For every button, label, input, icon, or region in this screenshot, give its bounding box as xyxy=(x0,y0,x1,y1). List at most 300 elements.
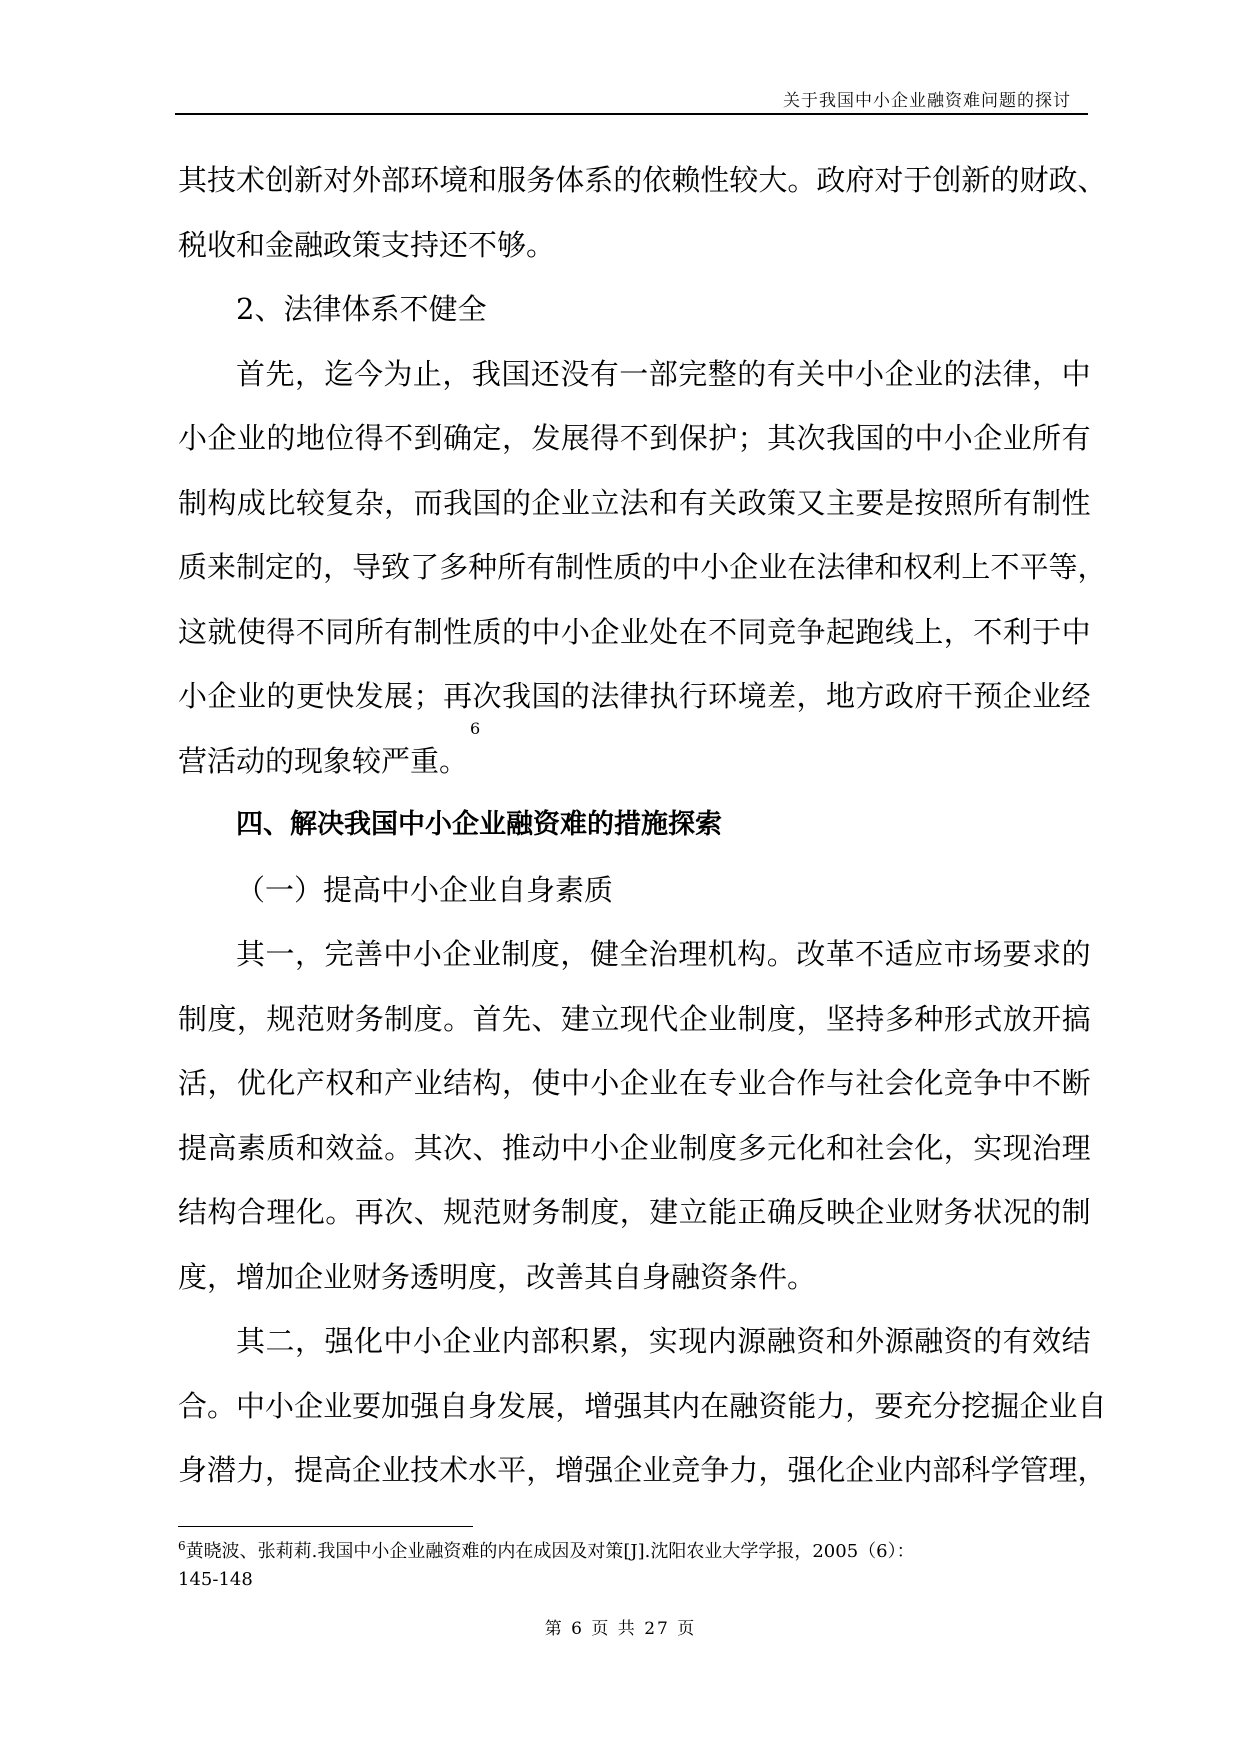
text-line-content: 税收和金融政策支持还不够。 xyxy=(178,227,556,262)
text-glyph: 体 xyxy=(555,163,585,197)
text-glyph: 的 xyxy=(973,1324,1003,1358)
text-glyph: 增 xyxy=(584,1388,614,1423)
text-glyph: 能 xyxy=(708,1195,738,1229)
text-glyph: 。 xyxy=(766,937,796,971)
text-glyph: 和 xyxy=(825,1324,855,1358)
text-glyph: 按 xyxy=(914,485,944,520)
text-glyph: 自 xyxy=(439,1388,469,1423)
text-glyph: 强 xyxy=(324,1324,354,1358)
text-glyph: 作 xyxy=(796,1066,826,1100)
text-glyph: 经 xyxy=(1061,679,1091,713)
text-glyph: 。 xyxy=(207,1388,237,1423)
text-glyph: 企 xyxy=(352,1453,382,1487)
text-glyph: 财 xyxy=(1019,163,1049,197)
text-glyph: 中 xyxy=(560,1130,590,1165)
text-glyph: 线 xyxy=(884,614,914,649)
text-glyph: 业 xyxy=(1032,679,1062,713)
text-glyph: 会 xyxy=(884,1066,914,1100)
text-glyph: 企 xyxy=(294,1388,324,1423)
text-glyph: 制 xyxy=(384,1001,414,1036)
text-glyph: 效 xyxy=(1032,1324,1062,1358)
text-glyph: 保 xyxy=(678,421,708,455)
text-glyph: 中 xyxy=(383,1324,413,1358)
text-glyph: 对 xyxy=(323,163,353,197)
text-glyph: 中 xyxy=(236,1388,266,1423)
text-glyph: 企 xyxy=(619,1066,649,1100)
text-glyph: ， xyxy=(294,356,324,391)
text-glyph: 治 xyxy=(648,937,678,971)
text-glyph: 利 xyxy=(932,550,962,584)
text-glyph: 小 xyxy=(590,1066,620,1100)
subsection-heading xyxy=(178,277,1091,342)
text-glyph: 竞 xyxy=(671,1453,701,1487)
text-glyph: 小 xyxy=(700,550,730,584)
text-glyph: 方 xyxy=(855,679,885,713)
text-glyph: 赖 xyxy=(671,163,701,197)
text-line-content xyxy=(178,1180,1091,1245)
text-glyph: 律 xyxy=(619,679,649,713)
text-glyph: 平 xyxy=(497,1453,527,1487)
text-glyph: 政 xyxy=(737,485,767,520)
text-glyph: 完 xyxy=(678,356,708,391)
footnote-reference: 6 xyxy=(470,718,481,738)
text-glyph: 平 xyxy=(1019,550,1049,584)
text-line xyxy=(178,406,1091,471)
text-glyph: 理 xyxy=(1048,1453,1078,1487)
running-header-title: 关于我国中小企业融资难问题的探讨 xyxy=(783,91,1071,111)
text-line xyxy=(178,1180,1091,1245)
text-glyph: 小 xyxy=(855,356,885,391)
text-glyph: 快 xyxy=(325,679,355,713)
text-glyph: 化 xyxy=(353,1324,383,1358)
text-glyph: 一 xyxy=(619,356,649,391)
text-glyph: 利 xyxy=(1002,614,1032,649)
text-glyph: 挖 xyxy=(961,1388,991,1423)
text-glyph: 境 xyxy=(439,163,469,197)
text-glyph: 国 xyxy=(472,485,502,520)
text-glyph: ， xyxy=(796,1001,826,1036)
text-glyph: 掘 xyxy=(990,1388,1020,1423)
text-glyph: 革 xyxy=(825,937,855,971)
text-glyph: 大 xyxy=(758,163,788,197)
text-line xyxy=(178,342,1091,407)
text-glyph: 技 xyxy=(410,1453,440,1487)
text-glyph: 业 xyxy=(560,485,590,520)
text-glyph: 度 xyxy=(590,1195,620,1229)
text-glyph: 于 xyxy=(903,163,933,197)
text-glyph: 结 xyxy=(1061,1324,1091,1358)
text-glyph: 和 xyxy=(649,485,679,520)
text-glyph: 的 xyxy=(1061,937,1091,971)
text-glyph: 到 xyxy=(649,421,679,455)
text-glyph: 首 xyxy=(236,356,266,391)
text-glyph: 机 xyxy=(707,937,737,971)
text-glyph: ， xyxy=(1077,550,1107,584)
text-glyph: 化 xyxy=(796,1130,826,1165)
text-glyph: 业 xyxy=(381,1453,411,1487)
text-glyph: 中 xyxy=(1061,614,1091,649)
text-glyph: 化 xyxy=(914,1130,944,1165)
text-glyph: 府 xyxy=(914,679,944,713)
text-glyph: 中 xyxy=(1002,1066,1032,1100)
text-glyph: 竞 xyxy=(767,614,797,649)
text-glyph: 规 xyxy=(266,1001,296,1036)
text-glyph: 质 xyxy=(266,1130,296,1165)
text-line-content xyxy=(178,535,1107,600)
text-line xyxy=(178,471,1091,536)
text-glyph: 法 xyxy=(619,485,649,520)
text-glyph: 建 xyxy=(649,1195,679,1229)
text-glyph: 业 xyxy=(914,356,944,391)
text-glyph: 止 xyxy=(412,356,442,391)
section-heading-text: 四、解决我国中小企业融资难的措施探索 xyxy=(236,809,722,840)
text-glyph: 有 xyxy=(1002,485,1032,520)
text-line xyxy=(178,664,1091,729)
text-glyph: 水 xyxy=(468,1453,498,1487)
text-glyph: 有 xyxy=(526,550,556,584)
text-glyph: 管 xyxy=(1019,1453,1049,1487)
text-glyph: 业 xyxy=(236,679,266,713)
text-glyph: 制 xyxy=(560,1195,590,1229)
text-glyph: 理 xyxy=(678,937,708,971)
text-glyph: 化 xyxy=(914,1066,944,1100)
text-glyph: 主 xyxy=(825,485,855,520)
text-glyph: 制 xyxy=(555,550,585,584)
text-glyph: 制 xyxy=(501,937,531,971)
text-glyph: 较 xyxy=(295,485,325,520)
text-glyph: 护 xyxy=(708,421,738,455)
text-glyph: 得 xyxy=(590,421,620,455)
text-line xyxy=(178,718,1091,794)
text-glyph: 度 xyxy=(530,937,560,971)
text-glyph: 有 xyxy=(589,356,619,391)
text-glyph: 其 xyxy=(642,1388,672,1423)
text-glyph: 实 xyxy=(648,1324,678,1358)
text-glyph: 的 xyxy=(990,163,1020,197)
text-glyph: 的 xyxy=(943,356,973,391)
footnote-rule xyxy=(178,1526,473,1527)
text-glyph: 小 xyxy=(560,614,590,649)
text-glyph: 开 xyxy=(1032,1001,1062,1036)
text-glyph: 财 xyxy=(325,1001,355,1036)
text-glyph: 使 xyxy=(236,614,266,649)
text-glyph: 合 xyxy=(236,1195,266,1229)
text-glyph: 不 xyxy=(855,937,885,971)
text-glyph: 国 xyxy=(501,356,531,391)
text-glyph: ； xyxy=(737,421,767,455)
text-glyph: 内 xyxy=(501,1324,531,1358)
text-glyph: 种 xyxy=(468,550,498,584)
text-glyph: 在 xyxy=(678,1066,708,1100)
text-line-content xyxy=(178,987,1091,1052)
text-glyph: ， xyxy=(384,485,414,520)
text-glyph: 关 xyxy=(796,356,826,391)
text-glyph: 资 xyxy=(796,1324,826,1358)
text-glyph: 关 xyxy=(708,485,738,520)
text-glyph: 的 xyxy=(613,163,643,197)
text-glyph: 内 xyxy=(671,1388,701,1423)
text-glyph: 干 xyxy=(943,679,973,713)
text-glyph: 而 xyxy=(413,485,443,520)
text-glyph: 争 xyxy=(973,1066,1003,1100)
text-glyph: 正 xyxy=(737,1195,767,1229)
text-glyph: 要 xyxy=(874,1388,904,1423)
text-glyph: 素 xyxy=(236,1130,266,1165)
text-glyph: 再 xyxy=(443,679,473,713)
text-glyph: 潜 xyxy=(207,1453,237,1487)
text-glyph: 映 xyxy=(825,1195,855,1229)
text-glyph: 融 xyxy=(766,1324,796,1358)
text-glyph: ， xyxy=(619,1195,649,1229)
text-glyph: 专 xyxy=(708,1066,738,1100)
text-glyph: 政 xyxy=(816,163,846,197)
text-glyph: 所 xyxy=(1032,421,1062,455)
text-glyph: 结 xyxy=(178,1195,208,1229)
text-glyph: 的 xyxy=(294,550,324,584)
text-glyph: ， xyxy=(1032,356,1062,391)
text-glyph: 今 xyxy=(353,356,383,391)
text-glyph: ， xyxy=(501,421,531,455)
text-glyph: 所 xyxy=(973,485,1003,520)
text-glyph: 资 xyxy=(758,1388,788,1423)
text-glyph: 迄 xyxy=(324,356,354,391)
text-glyph: 展 xyxy=(526,1388,556,1423)
text-glyph: 的 xyxy=(560,679,590,713)
text-glyph: 定 xyxy=(472,421,502,455)
text-glyph: 上 xyxy=(914,614,944,649)
text-glyph: 质 xyxy=(613,550,643,584)
text-glyph: 适 xyxy=(884,937,914,971)
text-line xyxy=(178,1051,1091,1116)
text-glyph: 业 xyxy=(471,937,501,971)
text-glyph: 部 xyxy=(530,1324,560,1358)
text-glyph: 构 xyxy=(737,937,767,971)
text-glyph: 策 xyxy=(767,485,797,520)
text-glyph: 构 xyxy=(472,1066,502,1100)
text-glyph: 场 xyxy=(973,937,1003,971)
text-line xyxy=(178,600,1091,665)
text-glyph: 二 xyxy=(265,1324,295,1358)
text-glyph: 我 xyxy=(443,485,473,520)
text-glyph: 业 xyxy=(649,1130,679,1165)
text-glyph: 活 xyxy=(178,1066,208,1100)
text-glyph: 业 xyxy=(1002,421,1032,455)
text-glyph: 社 xyxy=(855,1066,885,1100)
text-glyph: 又 xyxy=(796,485,826,520)
text-line-content xyxy=(178,1051,1091,1116)
footnote xyxy=(178,1538,1078,1594)
text-glyph: 小 xyxy=(412,1324,442,1358)
text-glyph: ， xyxy=(943,1130,973,1165)
text-glyph: 企 xyxy=(207,679,237,713)
text-glyph: 系 xyxy=(584,163,614,197)
text-glyph: 。 xyxy=(787,163,817,197)
text-glyph: 处 xyxy=(649,614,679,649)
text-glyph: 企 xyxy=(1002,679,1032,713)
footnote-citation: 黄晓波、张莉莉.我国中小企业融资难的内在成因及对策[J].沈阳农业大学学报，2005（6）： xyxy=(185,1541,915,1562)
text-glyph: 业 xyxy=(758,550,788,584)
text-glyph: 发 xyxy=(497,1388,527,1423)
text-glyph: 执 xyxy=(649,679,679,713)
text-glyph: 的 xyxy=(642,550,672,584)
text-glyph: ， xyxy=(943,614,973,649)
text-glyph: 律 xyxy=(1002,356,1032,391)
text-glyph: 业 xyxy=(874,1453,904,1487)
text-glyph: 得 xyxy=(266,614,296,649)
text-glyph: 新 xyxy=(961,163,991,197)
text-glyph: 术 xyxy=(236,163,266,197)
text-glyph: 比 xyxy=(266,485,296,520)
text-glyph: 企 xyxy=(442,1324,472,1358)
text-glyph: ， xyxy=(501,1066,531,1100)
text-glyph: ， xyxy=(207,1066,237,1100)
text-glyph: 优 xyxy=(236,1066,266,1100)
text-glyph: 中 xyxy=(914,421,944,455)
text-glyph: 社 xyxy=(855,1130,885,1165)
text-line-content: 度，增加企业财务透明度，改善其自身融资条件。 xyxy=(178,1259,817,1294)
text-glyph: 力 xyxy=(816,1388,846,1423)
text-glyph: 多 xyxy=(737,1130,767,1165)
text-glyph: 性 xyxy=(443,614,473,649)
text-glyph: 其 xyxy=(767,421,797,455)
text-glyph: 理 xyxy=(266,1195,296,1229)
text-glyph: 强 xyxy=(584,1453,614,1487)
text-glyph: 融 xyxy=(729,1388,759,1423)
text-glyph: 企 xyxy=(973,421,1003,455)
text-glyph: 上 xyxy=(961,550,991,584)
text-glyph: 成 xyxy=(236,485,266,520)
text-glyph: 是 xyxy=(884,485,914,520)
text-glyph: 企 xyxy=(590,614,620,649)
text-glyph: 务 xyxy=(531,1195,561,1229)
text-glyph: 化 xyxy=(266,1066,296,1100)
text-glyph: 新 xyxy=(294,163,324,197)
text-glyph: 中 xyxy=(531,614,561,649)
text-glyph: 形 xyxy=(943,1001,973,1036)
text-glyph: 合 xyxy=(767,1066,797,1100)
subsection-heading-text: 2、法律体系不健全 xyxy=(236,292,487,326)
text-glyph: ； xyxy=(413,679,443,713)
text-glyph: 业 xyxy=(236,421,266,455)
text-glyph: 和 xyxy=(468,163,498,197)
text-glyph: 有 xyxy=(384,614,414,649)
text-glyph: 制 xyxy=(413,614,443,649)
text-glyph: 中 xyxy=(383,937,413,971)
text-glyph: 使 xyxy=(531,1066,561,1100)
text-line-content xyxy=(178,600,1091,665)
text-glyph: 。 xyxy=(325,1195,355,1229)
text-glyph: 展 xyxy=(384,679,414,713)
text-glyph: 其 xyxy=(413,1130,443,1165)
text-glyph: 我 xyxy=(471,356,501,391)
text-glyph: 建 xyxy=(560,1001,590,1036)
text-glyph: 现 xyxy=(1002,1130,1032,1165)
text-glyph: 首 xyxy=(472,1001,502,1036)
text-glyph: 、 xyxy=(1077,163,1107,197)
text-glyph: 质 xyxy=(178,550,208,584)
text-glyph: 业 xyxy=(642,1453,672,1487)
text-glyph: 内 xyxy=(707,1324,737,1358)
text-glyph: 规 xyxy=(443,1195,473,1229)
text-glyph: 差 xyxy=(767,679,797,713)
text-glyph: ， xyxy=(236,1001,266,1036)
text-glyph: 应 xyxy=(914,937,944,971)
text-line xyxy=(178,213,1091,278)
text-glyph: 能 xyxy=(787,1388,817,1423)
text-glyph: 致 xyxy=(381,550,411,584)
text-glyph: ， xyxy=(845,1388,875,1423)
text-glyph: 法 xyxy=(973,356,1003,391)
text-glyph: 理 xyxy=(1061,1130,1091,1165)
text-glyph: 不 xyxy=(619,421,649,455)
text-glyph: 有 xyxy=(1002,1324,1032,1358)
text-glyph: 来 xyxy=(207,550,237,584)
text-line-content xyxy=(236,922,1091,987)
text-glyph: 务 xyxy=(526,163,556,197)
text-glyph: 。 xyxy=(443,1001,473,1036)
text-glyph: 企 xyxy=(855,1195,885,1229)
text-glyph: 次 xyxy=(443,1130,473,1165)
text-glyph: 政 xyxy=(884,679,914,713)
text-line xyxy=(178,922,1091,987)
text-glyph: 小 xyxy=(412,937,442,971)
text-glyph: 次 xyxy=(796,421,826,455)
text-glyph: 确 xyxy=(767,1195,797,1229)
text-glyph: 立 xyxy=(590,485,620,520)
text-glyph: 性 xyxy=(584,550,614,584)
text-glyph: 有 xyxy=(766,356,796,391)
text-glyph: 所 xyxy=(497,550,527,584)
text-glyph: ， xyxy=(442,356,472,391)
text-line xyxy=(178,535,1107,600)
text-glyph: 充 xyxy=(903,1388,933,1423)
text-glyph: 益 xyxy=(354,1130,384,1165)
text-glyph: 产 xyxy=(384,1066,414,1100)
text-glyph: 高 xyxy=(323,1453,353,1487)
text-glyph: 企 xyxy=(531,485,561,520)
text-glyph: ， xyxy=(555,1388,585,1423)
text-glyph: 争 xyxy=(796,614,826,649)
text-glyph: 所 xyxy=(354,614,384,649)
text-glyph: ， xyxy=(265,1453,295,1487)
text-glyph: 其 xyxy=(236,937,266,971)
text-glyph: 、 xyxy=(531,1001,561,1036)
text-glyph: 企 xyxy=(619,1130,649,1165)
text-line-content: 营活动的现象较严重。 xyxy=(178,743,469,778)
text-line-content xyxy=(236,342,1091,407)
text-glyph: 企 xyxy=(442,937,472,971)
text-glyph: 创 xyxy=(932,163,962,197)
text-glyph: ， xyxy=(560,937,590,971)
text-glyph: 性 xyxy=(1061,485,1091,520)
text-glyph: 较 xyxy=(729,163,759,197)
text-glyph: 化 xyxy=(816,1453,846,1487)
text-glyph: 术 xyxy=(439,1453,469,1487)
text-glyph: 还 xyxy=(530,356,560,391)
text-glyph: 导 xyxy=(352,550,382,584)
text-glyph: 全 xyxy=(619,937,649,971)
text-glyph: ， xyxy=(619,1324,649,1358)
text-glyph: 范 xyxy=(472,1195,502,1229)
text-glyph: 行 xyxy=(678,679,708,713)
text-glyph: 多 xyxy=(884,1001,914,1036)
text-glyph: 就 xyxy=(207,614,237,649)
text-line-content xyxy=(178,148,1107,213)
text-glyph: 次 xyxy=(384,1195,414,1229)
text-line-content xyxy=(178,1438,1107,1503)
text-glyph: 科 xyxy=(961,1453,991,1487)
text-glyph: 创 xyxy=(265,163,295,197)
